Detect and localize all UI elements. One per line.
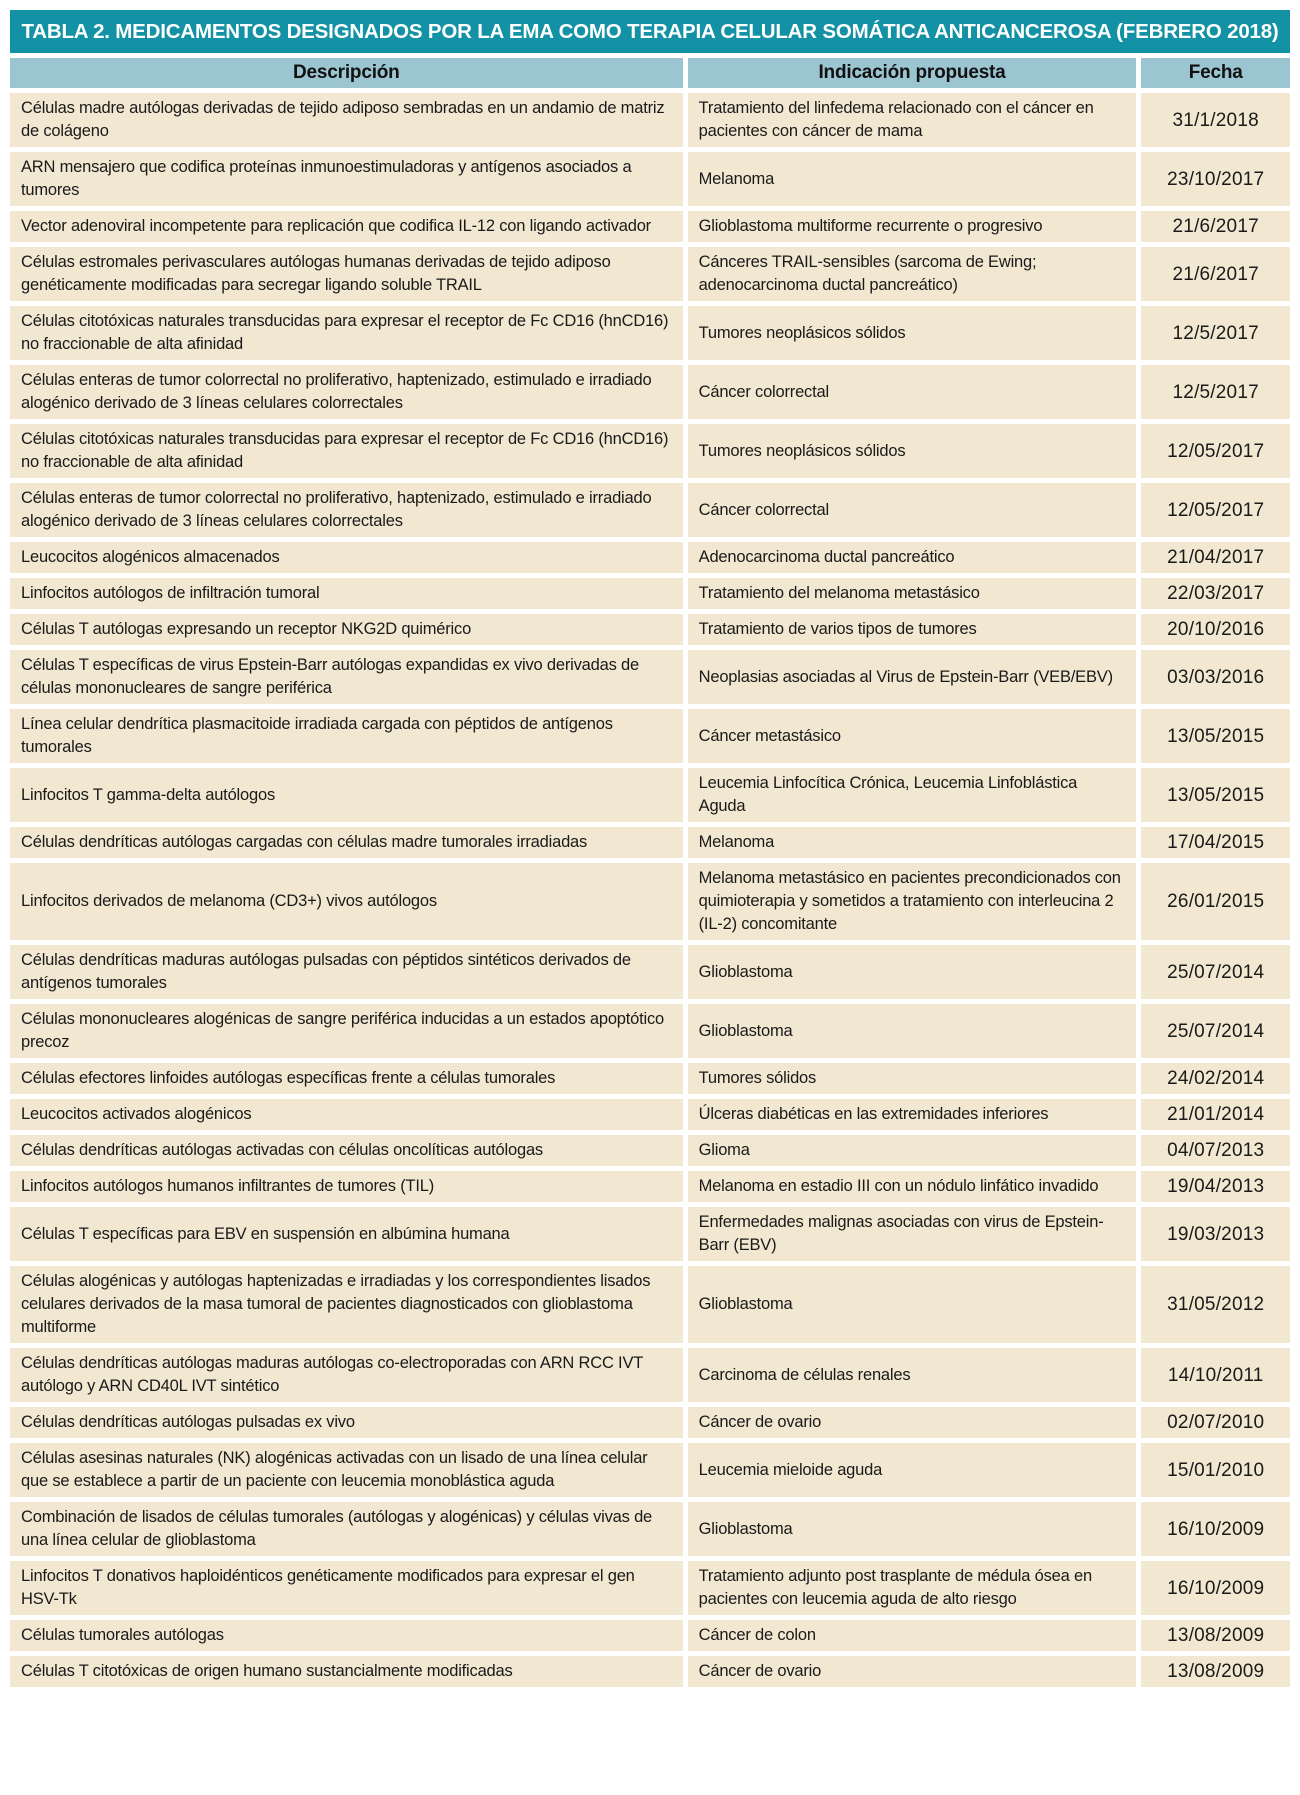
indication-cell: Tratamiento de varios tipos de tumores [688,614,1142,645]
date-cell: 19/04/2013 [1141,1171,1290,1202]
table-row [10,1656,1290,1687]
indication-cell: Glioblastoma multiforme recurrente o progresivo [688,211,1142,242]
ema-designations-table [10,53,1290,1692]
description-cell: Células T específicas para EBV en suspensión en albúmina humana [10,1207,688,1261]
date-cell: 12/5/2017 [1141,306,1290,360]
indication-cell: Melanoma metastásico en pacientes precondicionados con quimioterapia y sometidos a tratamiento con interleucina 2 (IL-2) concomitante [688,863,1142,940]
column-header-fecha: Fecha [1141,58,1290,88]
indication-cell: Glioma [688,1135,1142,1166]
indication-cell: Glioblastoma [688,1004,1142,1058]
table-row [10,827,1290,858]
indication-cell: Cáncer colorrectal [688,365,1142,419]
indication-cell: Tumores sólidos [688,1063,1142,1094]
table-row [10,152,1290,206]
description-cell: Células citotóxicas naturales transducidas para expresar el receptor de Fc CD16 (hnCD16) no fraccionable de alta afinidad [10,424,688,478]
date-cell: 25/07/2014 [1141,1004,1290,1058]
date-cell: 31/1/2018 [1141,93,1290,147]
date-cell: 23/10/2017 [1141,152,1290,206]
date-cell: 17/04/2015 [1141,827,1290,858]
date-cell: 14/10/2011 [1141,1348,1290,1402]
date-cell: 13/08/2009 [1141,1620,1290,1651]
indication-cell: Melanoma [688,152,1142,206]
description-cell: Células asesinas naturales (NK) alogénicas activadas con un lisado de una línea celular que se establece a partir de un paciente con leucemia monoblástica aguda [10,1443,688,1497]
table-body [10,93,1290,1687]
description-cell: Células citotóxicas naturales transducidas para expresar el receptor de Fc CD16 (hnCD16) no fraccionable de alta afinidad [10,306,688,360]
indication-cell: Cáncer de colon [688,1620,1142,1651]
table-row [10,709,1290,763]
description-cell: Células T específicas de virus Epstein-Barr autólogas expandidas ex vivo derivadas de células mononucleares de sangre periférica [10,650,688,704]
date-cell: 16/10/2009 [1141,1502,1290,1556]
date-cell: 21/04/2017 [1141,542,1290,573]
description-cell: Leucocitos activados alogénicos [10,1099,688,1130]
date-cell: 12/05/2017 [1141,483,1290,537]
table-header [10,58,1290,88]
description-cell: ARN mensajero que codifica proteínas inmunoestimuladoras y antígenos asociados a tumores [10,152,688,206]
description-cell: Combinación de lisados de células tumorales (autólogas y alogénicas) y células vivas de una línea celular de glioblastoma [10,1502,688,1556]
table-row [10,614,1290,645]
indication-cell: Neoplasias asociadas al Virus de Epstein-Barr (VEB/EBV) [688,650,1142,704]
table-row [10,1135,1290,1166]
description-cell: Linfocitos autólogos humanos infiltrantes de tumores (TIL) [10,1171,688,1202]
indication-cell: Cáncer de ovario [688,1656,1142,1687]
description-cell: Células dendríticas maduras autólogas pulsadas con péptidos sintéticos derivados de antígenos tumorales [10,945,688,999]
indication-cell: Tumores neoplásicos sólidos [688,424,1142,478]
table-row [10,483,1290,537]
indication-cell: Glioblastoma [688,945,1142,999]
table-row [10,768,1290,822]
date-cell: 13/05/2015 [1141,768,1290,822]
table-row [10,1407,1290,1438]
description-cell: Células dendríticas autólogas activadas con células oncolíticas autólogas [10,1135,688,1166]
indication-cell: Úlceras diabéticas en las extremidades inferiores [688,1099,1142,1130]
description-cell: Células T citotóxicas de origen humano sustancialmente modificadas [10,1656,688,1687]
description-cell: Vector adenoviral incompetente para replicación que codifica IL-12 con ligando activador [10,211,688,242]
description-cell: Linfocitos autólogos de infiltración tumoral [10,578,688,609]
table-row [10,211,1290,242]
indication-cell: Tratamiento del melanoma metastásico [688,578,1142,609]
description-cell: Linfocitos derivados de melanoma (CD3+) vivos autólogos [10,863,688,940]
description-cell: Línea celular dendrítica plasmacitoide irradiada cargada con péptidos de antígenos tumorales [10,709,688,763]
description-cell: Células estromales perivasculares autólogas humanas derivadas de tejido adiposo genéticamente modificadas para secregar ligando soluble TRAIL [10,247,688,301]
indication-cell: Leucemia mieloide aguda [688,1443,1142,1497]
indication-cell: Tumores neoplásicos sólidos [688,306,1142,360]
table-row [10,93,1290,147]
table-row [10,542,1290,573]
table-row [10,650,1290,704]
table-row [10,247,1290,301]
date-cell: 16/10/2009 [1141,1561,1290,1615]
indication-cell: Cáncer metastásico [688,709,1142,763]
table-row [10,1099,1290,1130]
indication-cell: Adenocarcinoma ductal pancreático [688,542,1142,573]
date-cell: 21/6/2017 [1141,247,1290,301]
date-cell: 13/05/2015 [1141,709,1290,763]
table-row [10,863,1290,940]
table-row [10,578,1290,609]
column-header-indicacion: Indicación propuesta [688,58,1142,88]
description-cell: Linfocitos T gamma-delta autólogos [10,768,688,822]
date-cell: 12/05/2017 [1141,424,1290,478]
description-cell: Células tumorales autólogas [10,1620,688,1651]
date-cell: 19/03/2013 [1141,1207,1290,1261]
column-header-descripcion: Descripción [10,58,688,88]
table-title: TABLA 2. MEDICAMENTOS DESIGNADOS POR LA EMA COMO TERAPIA CELULAR SOMÁTICA ANTICANCEROSA (FEBRERO 2018) [21,19,1279,43]
date-cell: 03/03/2016 [1141,650,1290,704]
date-cell: 21/6/2017 [1141,211,1290,242]
date-cell: 26/01/2015 [1141,863,1290,940]
indication-cell: Glioblastoma [688,1502,1142,1556]
table-row [10,1502,1290,1556]
date-cell: 02/07/2010 [1141,1407,1290,1438]
date-cell: 22/03/2017 [1141,578,1290,609]
table-row [10,1348,1290,1402]
table-row [10,1620,1290,1651]
description-cell: Células dendríticas autólogas maduras autólogas co-electroporadas con ARN RCC IVT autólogo y ARN CD40L IVT sintético [10,1348,688,1402]
description-cell: Células dendríticas autólogas cargadas con células madre tumorales irradiadas [10,827,688,858]
table-row [10,1443,1290,1497]
indication-cell: Carcinoma de células renales [688,1348,1142,1402]
description-cell: Células dendríticas autólogas pulsadas ex vivo [10,1407,688,1438]
date-cell: 25/07/2014 [1141,945,1290,999]
table-row [10,1004,1290,1058]
indication-cell: Cáncer colorrectal [688,483,1142,537]
table-row [10,306,1290,360]
description-cell: Linfocitos T donativos haploidénticos genéticamente modificados para expresar el gen HSV-Tk [10,1561,688,1615]
indication-cell: Cáncer de ovario [688,1407,1142,1438]
table-title-bar [10,10,1290,53]
table-row [10,1266,1290,1343]
indication-cell: Melanoma en estadio III con un nódulo linfático invadido [688,1171,1142,1202]
table-row [10,424,1290,478]
date-cell: 24/02/2014 [1141,1063,1290,1094]
description-cell: Células enteras de tumor colorrectal no proliferativo, haptenizado, estimulado e irradiado alogénico derivado de 3 líneas celulares colorrectales [10,365,688,419]
table-row [10,1063,1290,1094]
description-cell: Células enteras de tumor colorrectal no proliferativo, haptenizado, estimulado e irradiado alogénico derivado de 3 líneas celulares colorrectales [10,483,688,537]
table-row [10,365,1290,419]
date-cell: 04/07/2013 [1141,1135,1290,1166]
description-cell: Leucocitos alogénicos almacenados [10,542,688,573]
indication-cell: Melanoma [688,827,1142,858]
indication-cell: Leucemia Linfocítica Crónica, Leucemia Linfoblástica Aguda [688,768,1142,822]
date-cell: 13/08/2009 [1141,1656,1290,1687]
indication-cell: Cánceres TRAIL-sensibles (sarcoma de Ewing; adenocarcinoma ductal pancreático) [688,247,1142,301]
table-row [10,945,1290,999]
table-row [10,1207,1290,1261]
date-cell: 31/05/2012 [1141,1266,1290,1343]
description-cell: Células madre autólogas derivadas de tejido adiposo sembradas en un andamio de matriz de colágeno [10,93,688,147]
date-cell: 12/5/2017 [1141,365,1290,419]
description-cell: Células alogénicas y autólogas haptenizadas e irradiadas y los correspondientes lisados celulares derivados de la masa tumoral de pacientes diagnosticados con glioblastoma multiforme [10,1266,688,1343]
date-cell: 21/01/2014 [1141,1099,1290,1130]
date-cell: 15/01/2010 [1141,1443,1290,1497]
indication-cell: Enfermedades malignas asociadas con virus de Epstein-Barr (EBV) [688,1207,1142,1261]
header-row [10,58,1290,88]
table-row [10,1171,1290,1202]
indication-cell: Tratamiento adjunto post trasplante de médula ósea en pacientes con leucemia aguda de alto riesgo [688,1561,1142,1615]
description-cell: Células T autólogas expresando un receptor NKG2D quimérico [10,614,688,645]
indication-cell: Glioblastoma [688,1266,1142,1343]
indication-cell: Tratamiento del linfedema relacionado con el cáncer en pacientes con cáncer de mama [688,93,1142,147]
description-cell: Células mononucleares alogénicas de sangre periférica inducidas a un estados apoptótico precoz [10,1004,688,1058]
description-cell: Células efectores linfoides autólogas específicas frente a células tumorales [10,1063,688,1094]
table-row [10,1561,1290,1615]
date-cell: 20/10/2016 [1141,614,1290,645]
